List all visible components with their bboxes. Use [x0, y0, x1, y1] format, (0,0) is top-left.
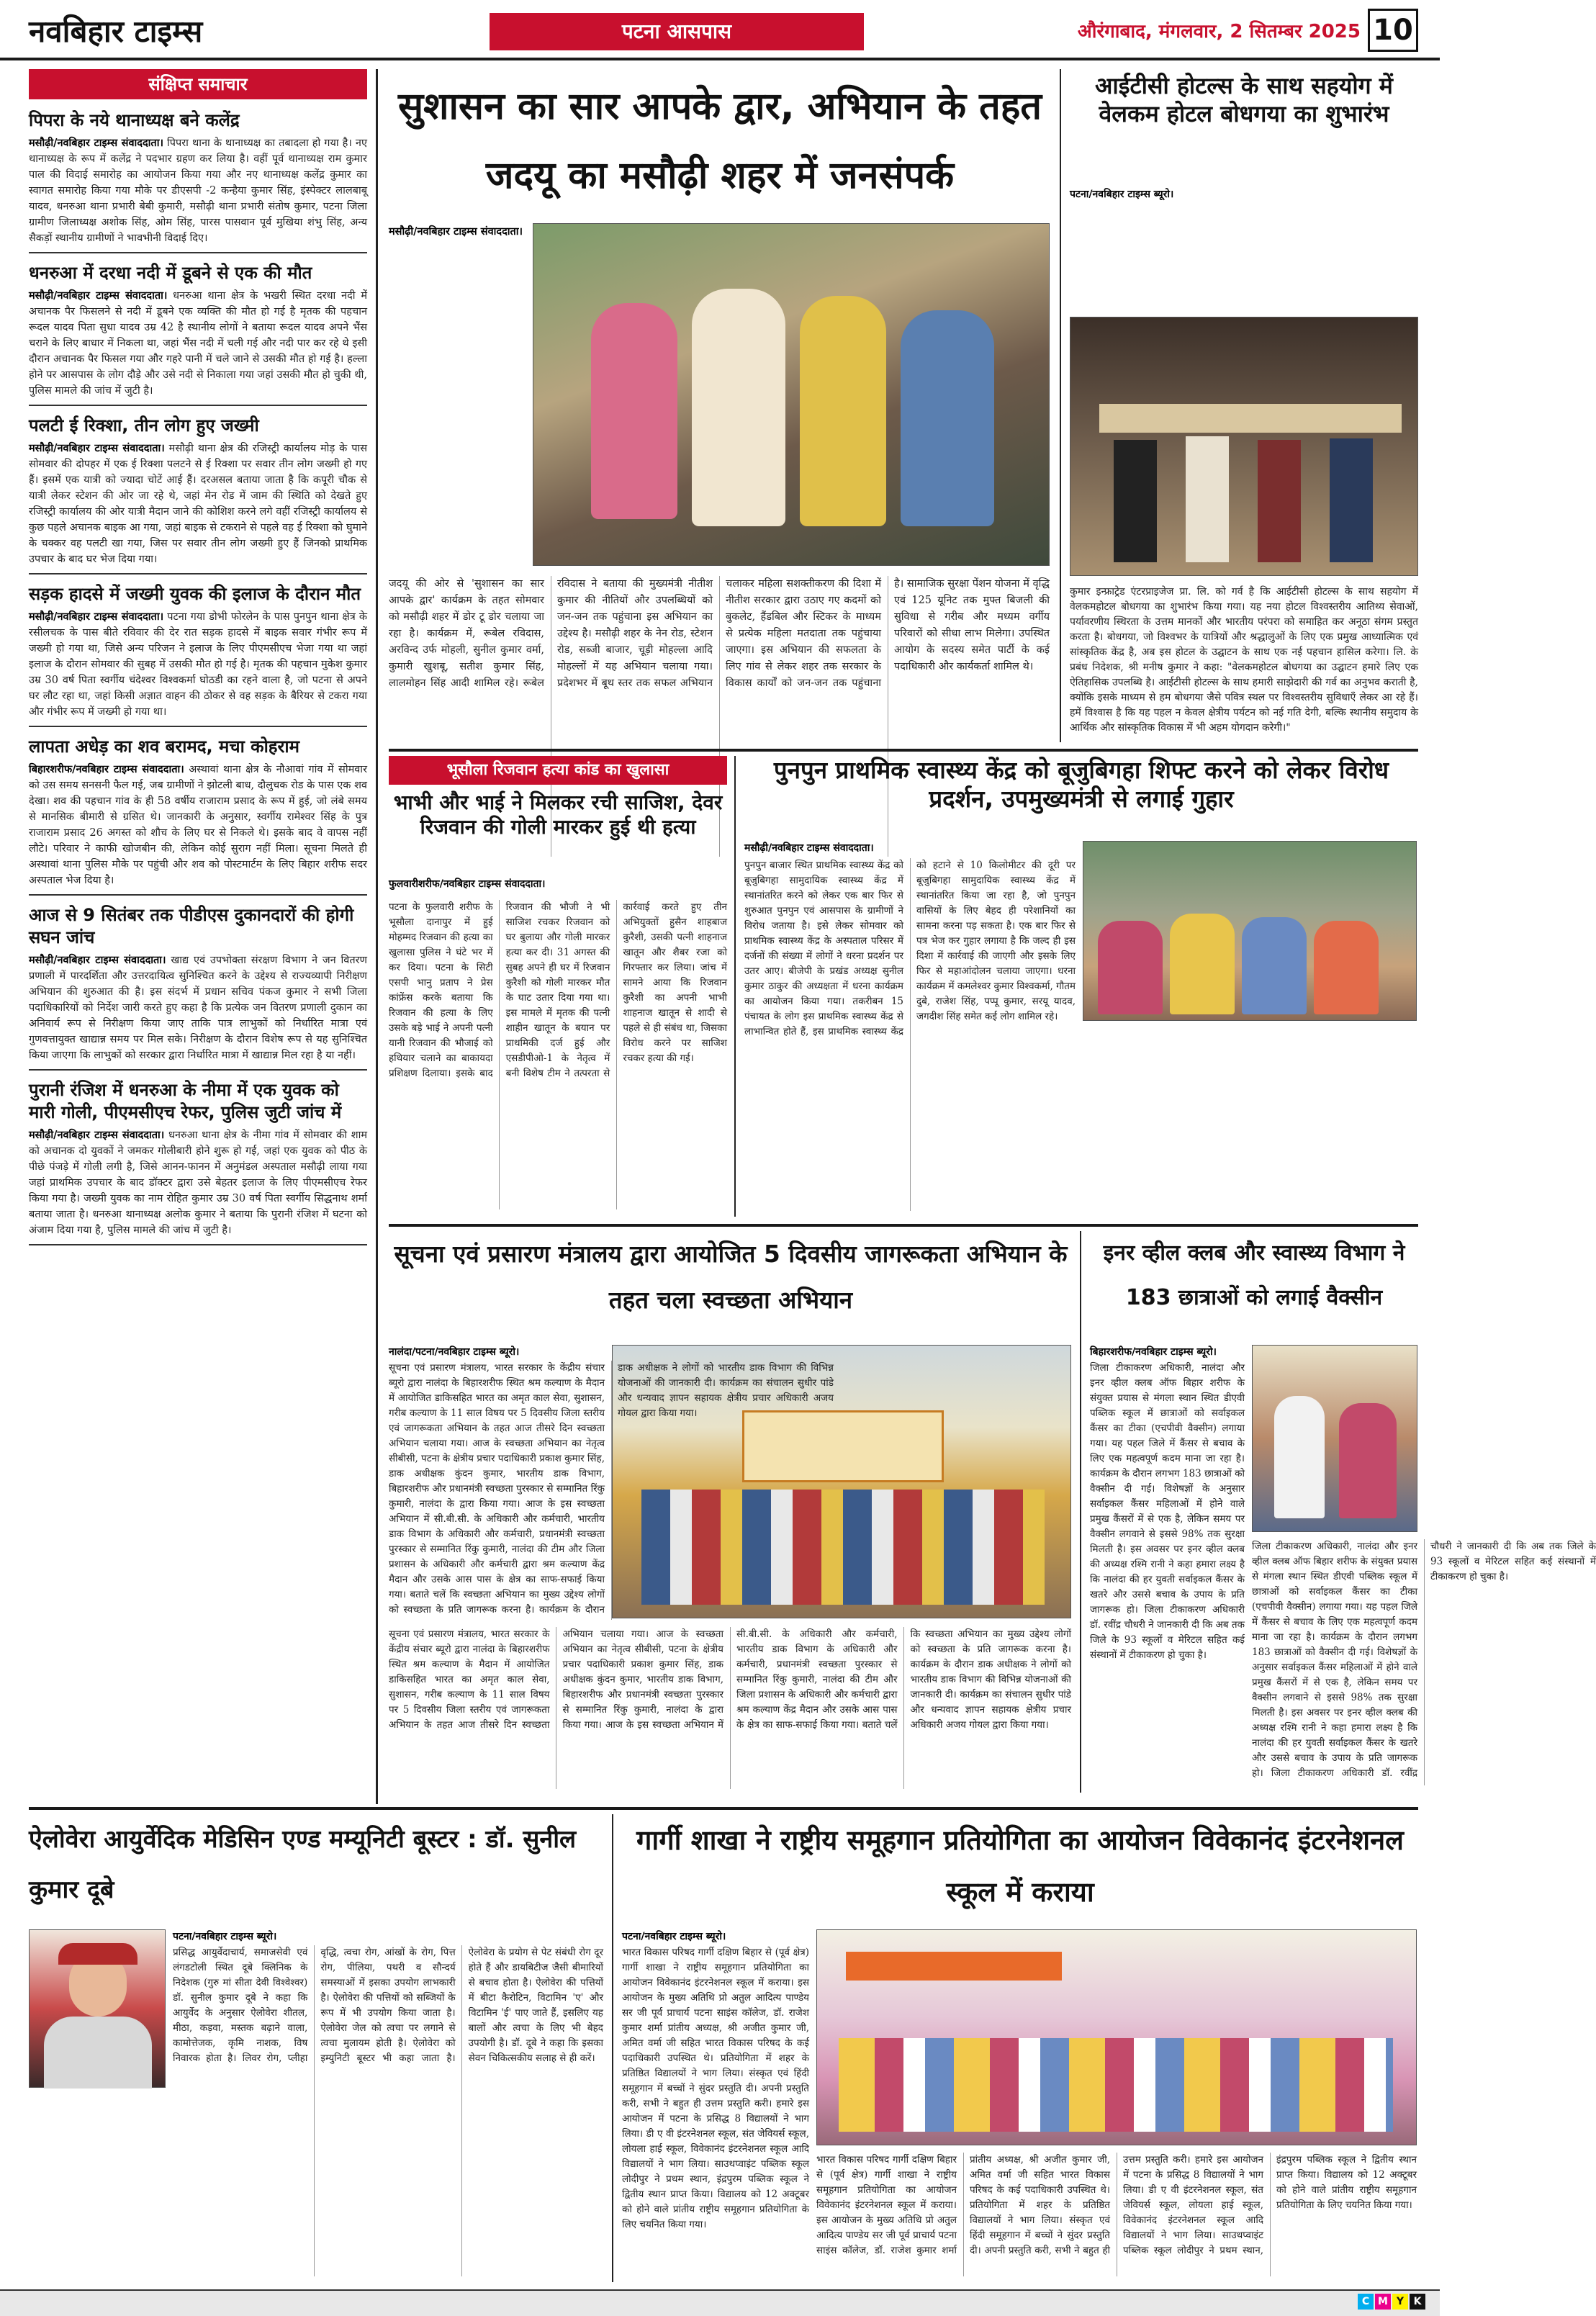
article-aloevera-dateline: पटना/नवबिहार टाइम्स ब्यूरो। [173, 1931, 277, 1942]
sidebar-divider [376, 69, 378, 1804]
article-itc-photo [1070, 317, 1418, 576]
article-swachhta-headline: सूचना एवं प्रसारण मंत्रालय द्वारा आयोजित 5 दिवसीय जागरूकता अभियान के तहत चला स्वच्छता अभियान [394, 1240, 1068, 1314]
news-brief-body [29, 1127, 367, 1238]
article-punpun-photo [1083, 841, 1417, 1021]
article-swachhta-body-a: सूचना एवं प्रसारण मंत्रालय, भारत सरकार के केंद्रीय संचार ब्यूरो द्वारा नालंदा के बिहारशरीफ स्थित श्रम कल्याण के मैदान में आयोजित डाकिसहित भारत का अमृत काल सेवा, सुशासन, गरीब कल्याण के 11 साल विषय पर 5 दिवसीय जिला स्तरीय एवं जागरूकता अभियान के तहत आज तीसरे दिन स्वच्छता अभियान चलाया गया। आज के स्वच्छता अभियान का नेतृत्व सीबीसी, पटना के क्षेत्रीय प्रचार पदाधिकारी प्रकाश कुमार सिंह, डाक अधीक्षक कुंदन कुमार, भारतीय डाक विभाग, बिहारशरीफ और प्रधानमंत्री स्वच्छता पुरस्कार से सम्मानित रिंकु कुमारी, नालंदा के द्वारा किया गया। आज के इस स्वच्छता अभियान में सी.बी.सी. के अधिकारी और कर्मचारी, भारतीय डाक विभाग के अधिकारी और कर्मचारी, प्रधानमंत्री स्वच्छता पुरस्कार से सम्मानित रिंकु कुमारी, नालंदा की टीम और जिला प्रशासन के अधिकारी और कर्मचारी द्वारा श्रम कल्याण केंद्र मैदान और उसके आस पास के क्षेत्र का साफ-सफाई किया गया। बताते चलें कि स्वच्छता अभियान का मुख्य उद्देश्य लोगों को स्वच्छता के प्रति जागरूक करना है। कार्यक्रम के दौरान [389, 1362, 605, 1616]
news-briefs-sidebar [29, 69, 367, 1804]
news-brief-text: पिपरा थाना के थानाध्यक्ष का तबादला हो गया है। नए थानाध्यक्ष के रूप में कलेंद्र ने पदभार ग्रहण कर लिया है। वहीं पूर्व थानाध्यक्ष राम कुमार पाल की विदाई समारोह का आयोजन किया गया और नए थानाध्यक्ष कलेंद्र कुमार का स्वागत समारोह किया गया मौके पर डीएसपी -2 कन्हैया कुमार सिंह, इंस्पेक्टर लालबाबू यादव, धनरुआ थाना प्रभारी बेबी कुमारी, मसौढ़ी थाना प्रभारी संतोष कुमार, पटना जिला ग्रामीण जिलाध्यक्ष अशोक सिंह, ओम सिंह, पारस पासवान पूर्व मुखिया शंभु सिंह, अन्य सैकड़ों स्थानीय ग्रामीणों ने भावभीनी विदाई दिए। [29, 138, 367, 244]
briefs-list [29, 109, 367, 1245]
news-brief-dateline: मसौढ़ी/नवबिहार टाइम्स संवाददाता। [29, 137, 163, 149]
article-punpun [744, 756, 1418, 1217]
news-brief-body [29, 952, 367, 1063]
rule-row-3 [29, 1807, 1418, 1810]
article-jdu-photo [533, 223, 1050, 566]
article-vaccine-dateline: बिहारशरीफ/नवबिहार टाइम्स ब्यूरो। [1090, 1346, 1217, 1358]
news-brief-headline: लापता अधेड़ का शव बरामद, मचा कोहराम [29, 736, 299, 757]
news-brief-body [29, 441, 367, 567]
article-aloevera [29, 1814, 605, 2282]
cmyk-chip: K [1410, 2294, 1425, 2310]
sidebar-heading: संक्षिप्त समाचार [29, 69, 367, 99]
news-brief-text: धनरुआ थाना क्षेत्र के भखरी स्थित दरधा नदी में अचानक पैर फिसलने से नदी में डूबने एक व्यक्ति की मौत हो गई है मृतक की पहचान रूदल यादव पिता सुधा यादव उम्र 42 है स्थानीय लोगों ने बताया रूदल यादव अपने भैंस चराने के लिए बाधार में निकला था, जहां भैंस नदी में चली गई और नदी पार कर रहे थे इसी दौरान अचानक पैर फिसल गया और गहरे पानी में चले जाने से उसकी मौत हो गई है। हल्ला होने पर आसपास के लोग दौड़े और उसे नदी से निकाला गया जहां उसकी मौत हो चुकी थी, पुलिस मामले की जांच में जुटी है। [29, 290, 368, 397]
article-punpun-lead [744, 841, 1076, 856]
article-rizwan-headline: भाभी और भाई ने मिलकर रची साजिश, देवर रिजवान की गोली मारकर हुई थी हत्या [393, 790, 723, 839]
article-aloevera-photo [29, 1929, 166, 2088]
article-itc-body: कुमार इन्फ्राट्रेड एंटरप्राइजेज प्रा. लि. को गर्व है कि आईटीसी होटल्स के साथ सहयोग में वेलकमहोटल बोधगया का शुभारंभ किया गया। यह नया होटल विश्वस्तरीय आतिथ्य सेवाओं, पर्यावरणीय स्थिरता के उत्तम मानकों और भारतीय परंपरा को समाहित कर अनूठा संगम प्रस्तुत करता है। बोधगया, जो विश्वभर के यात्रियों और श्रद्धालुओं के लिए एक प्रमुख आध्यात्मिक एवं सांस्कृतिक केंद्र है, अब इस होटल के उद्घाटन के साथ एक नई पहचान हासिल करेगा। लि. के प्रबंध निदेशक, श्री मनीष कुमार ने कहा: "वेलकमहोटल बोधगया का उद्घाटन हमारे लिए एक ऐतिहासिक उपलब्धि है। आईटीसी होटल्स के साथ हमारी साझेदारी की गर्व का अनुभव कराती है, क्योंकि इसके माध्यम से हम बोधगया जैसे पवित्र स्थल पर विश्वस्तरीय सुविधाएँ लेकर आ रहे हैं। हमें विश्वास है कि यह पहल न केवल क्षेत्रीय पर्यटन को नई गति देगी, बल्कि स्थानीय समुदाय के आर्थिक और सांस्कृतिक विकास में भी अहम योगदान करेगी।" [1070, 586, 1418, 734]
article-rizwan-lead [389, 877, 727, 892]
article-swachhta-body: सूचना एवं प्रसारण मंत्रालय, भारत सरकार के केंद्रीय संचार ब्यूरो द्वारा नालंदा के बिहारशरीफ स्थित श्रम कल्याण के मैदान में आयोजित डाकिसहित भारत का अमृत काल सेवा, सुशासन, गरीब कल्याण के 11 साल विषय पर 5 दिवसीय जिला स्तरीय एवं जागरूकता अभियान के तहत आज तीसरे दिन स्वच्छता अभियान चलाया गया। आज के स्वच्छता अभियान का नेतृत्व सीबीसी, पटना के क्षेत्रीय प्रचार पदाधिकारी प्रकाश कुमार सिंह, डाक अधीक्षक कुंदन कुमार, भारतीय डाक विभाग, बिहारशरीफ और प्रधानमंत्री स्वच्छता पुरस्कार से सम्मानित रिंकु कुमारी, नालंदा के द्वारा किया गया। आज के इस स्वच्छता अभियान में सी.बी.सी. के अधिकारी और कर्मचारी, भारतीय डाक विभाग के अधिकारी और कर्मचारी, प्रधानमंत्री स्वच्छता पुरस्कार से सम्मानित रिंकु कुमारी, नालंदा की टीम और जिला प्रशासन के अधिकारी और कर्मचारी द्वारा श्रम कल्याण केंद्र मैदान और उसके आस पास के क्षेत्र का साफ-सफाई किया गया। बताते चलें कि स्वच्छता अभियान का मुख्य उद्देश्य लोगों को स्वच्छता के प्रति जागरूक करना है। कार्यक्रम के दौरान डाक अधीक्षक ने लोगों को भारतीय डाक विभाग की विभिन्न योजनाओं की जानकारी दी। कार्यक्रम का संचालन सुधीर पांडे और धन्यवाद ज्ञापन सहायक क्षेत्रीय प्रचार अधिकारी अजय गोयल द्वारा किया गया। [389, 1628, 1071, 1731]
news-brief-body [29, 762, 367, 888]
article-vaccine-body: जिला टीकाकरण अधिकारी, नालंदा और इनर व्हील क्लब ऑफ बिहार शरीफ के संयुक्त प्रयास से मंगला स्थान स्थित डीएवी पब्लिक स्कूल में छात्राओं को सर्वाइकल कैंसर का टीका (एचपीवी वैक्सीन) लगाया गया। यह पहल जिले में कैंसर से बचाव के लिए एक महत्वपूर्ण कदम माना जा रहा है। कार्यक्रम के दौरान लगभग 183 छात्राओं को वैक्सीन दी गई। विशेषज्ञों के अनुसार सर्वाइकल कैंसर महिलाओं में होने वाले प्रमुख कैंसरों में से एक है, लेकिन समय पर वैक्सीन लगवाने से इससे 98% तक सुरक्षा मिलती है। इस अवसर पर इनर व्हील क्लब की अध्यक्ष रश्मि रानी ने कहा हमारा लक्ष्य है कि नालंदा की हर युवती सर्वाइकल कैंसर के खतरे और उससे बचाव के उपाय के प्रति जागरूक हो। जिला टीकाकरण अधिकारी डॉ. रवींद्र चौधरी ने जानकारी दी कि अब तक जिले के 93 स्कूलों व मेरिटल सहित कई संस्थानों में टीकाकरण हो चुका है। [1252, 1541, 1596, 1779]
news-brief-dateline: मसौढ़ी/नवबिहार टाइम्स संवाददाता। [29, 954, 166, 966]
news-brief-text: खाद्य एवं उपभोक्ता संरक्षण विभाग ने जन वितरण प्रणाली में पारदर्शिता और उत्तरदायित्व सुनिश्चित करने के उद्देश्य से राज्यव्यापी निरीक्षण अभियान की शुरुआत की है। इस संदर्भ में प्रधान सचिव पंकज कुमार ने सभी जिला पदाधिकारियों को निर्देश जारी करते हुए कहा है कि प्रत्येक जन वितरण प्रणाली दुकान का अनिवार्य रूप से निरीक्षण किया जाए ताकि पात्र लाभुकों को निर्धारित मात्रा एवं गुणवत्तायुक्त खाद्यान्न समय पर मिल सके। निरीक्षण के दौरान विशेष रूप से यह सुनिश्चित किया जाएगा कि लाभुकों को सरकार द्वारा निर्धारित मात्रा में खाद्यान्न मिल रहा है या नहीं। [29, 955, 368, 1061]
article-rizwan [389, 756, 727, 1217]
article-punpun-dateline: मसौढ़ी/नवबिहार टाइम्स संवाददाता। [744, 842, 874, 854]
article-gargi [622, 1814, 1418, 2282]
news-brief [29, 415, 367, 575]
article-punpun-headline: पुनपुन प्राथमिक स्वास्थ्य केंद्र को बूजुबिगहा शिफ्ट करने को लेकर विरोध प्रदर्शन, उपमुख्यमंत्री से लगाई गुहार [773, 756, 1389, 814]
article-rizwan-body: पटना के फुलवारी शरीफ के भूसौला दानापुर में हुई मोहम्मद रिजवान की हत्या का खुलासा पुलिस ने घंटे भर में कर दिया। पटना के सिटी एसपी भानु प्रताप ने प्रेस कांफ्रेंस करके बताया कि रिजवान की हत्या के लिए उसके बड़े भाई ने अपनी पत्नी यानी रिजवान की भौजाई को हथियार चलाने का बाकायदा प्रशिक्षण दिलाया। इसके बाद रिजवान की भौजी ने भी साजिश रचकर रिजवान को घर बुलाया और गोली मारकर हत्या कर दी। 31 अगस्त की सुबह अपने ही घर में रिजवान कुरैशी को गोली मारकर मौत के घाट उतार दिया गया था। इस मामले में मृतक की पत्नी शाहीन खातून के बयान पर प्राथमिकी दर्ज हुई और एसडीपीओ-1 के नेतृत्व में बनी विशेष टीम ने तत्परता से कार्रवाई करते हुए तीन अभियुक्तों हुसैन शाहबाज कुरैशी, उसकी पत्नी शाहनाज खातून और शैबर रजा को गिरफ्तार कर लिया। जांच में सामने आया कि रिजवान कुरैशी का अपनी भाभी शाहनाज खातून से शादी से पहले से ही संबंध था, जिसका विरोध करने पर साजिश रचकर हत्या की गई। [389, 901, 727, 1079]
col-divider-2 [734, 756, 736, 1217]
article-itc [1070, 72, 1418, 742]
news-brief-headline: सड़क हादसे में जख्मी युवक की इलाज के दौरान मौत [29, 584, 361, 604]
cmyk-chip: C [1358, 2294, 1374, 2310]
news-brief [29, 736, 367, 896]
article-vaccine-headline: इनर व्हील क्लब और स्वास्थ्य विभाग ने 183 छात्राओं को लगाई वैक्सीन [1103, 1240, 1405, 1310]
article-gargi-lead [622, 1929, 809, 1945]
article-vaccine-body-a: जिला टीकाकरण अधिकारी, नालंदा और इनर व्हील क्लब ऑफ बिहार शरीफ के संयुक्त प्रयास से मंगला स्थान स्थित डीएवी पब्लिक स्कूल में छात्राओं को सर्वाइकल कैंसर का टीका (एचपीवी वैक्सीन) लगाया गया। यह पहल जिले में कैंसर से बचाव के लिए एक महत्वपूर्ण कदम माना जा रहा है। कार्यक्रम के दौरान लगभग 183 छात्राओं को वैक्सीन दी गई। विशेषज्ञों के अनुसार सर्वाइकल कैंसर महिलाओं में होने वाले प्रमुख कैंसरों में से एक है, लेकिन समय पर वैक्सीन लगवाने से इससे 98% तक सुरक्षा मिलती है। इस अवसर पर इनर व्हील क्लब की अध्यक्ष रश्मि रानी ने कहा हमारा लक्ष्य है कि नालंदा की हर युवती सर्वाइकल कैंसर के खतरे और उससे बचाव के उपाय के प्रति जागरूक हो। जिला टीकाकरण अधिकारी डॉ. रवींद्र चौधरी ने जानकारी दी कि अब तक जिले के 93 स्कूलों व मेरिटल सहित कई संस्थानों में टीकाकरण हो चुका है। [1090, 1362, 1245, 1661]
article-swachhta-dateline: नालंदा/पटना/नवबिहार टाइम्स ब्यूरो। [389, 1346, 520, 1358]
news-brief-dateline: मसौढ़ी/नवबिहार टाइम्स संवाददाता। [29, 442, 165, 454]
article-aloevera-body: प्रसिद्ध आयुर्वेदाचार्य, समाजसेवी एवं लंगडटोली स्थित दूबे क्लिनिक के निदेशक (गुरु मां सीता देवी विश्वेश्वर) डॉ. सुनील कुमार दूबे ने कहा कि आयुर्वेद के अनुसार ऐलोवेरा शीतल, मीठा, कड़वा, मस्तक बढ़ाने वाला, कामोत्तेजक, कृमि नाशक, विष निवारक होता है। लिवर रोग, प्लीहा वृद्धि, त्वचा रोग, आंखों के रोग, पित्त रोग, पीलिया, पथरी व सौन्दर्य समस्याओं में इसका उपयोग लाभकारी है। ऐलोवेरा की पत्तियों को सब्जियों के रूप में भी उपयोग किया जाता है। ऐलोवेरा जेल को त्वचा पर लगाने से त्वचा मुलायम होती है। ऐलोवेरा को इम्युनिटी बूस्टर भी कहा जाता है। ऐलोवेरा के प्रयोग से पेट संबंधी रोग दूर होते हैं और डायबिटीज जैसी बीमारियों से बचाव होता है। ऐलोवेरा की पत्तियों में बीटा कैरोटिन, विटामिन 'ए' और विटामिन 'ई' पाए जाते हैं, इसलिए यह बालों और त्वचा के लिए भी बेहद उपयोगी है। डॉ. दूबे ने कहा कि इसका सेवन चिकित्सकीय सलाह से ही करें। [173, 1947, 603, 2064]
article-vaccine-lead [1090, 1345, 1245, 1360]
article-jdu-dateline: मसौढ़ी/नवबिहार टाइम्स संवाददाता। [389, 225, 523, 238]
cmyk-chip: Y [1392, 2294, 1408, 2310]
news-brief-body [29, 135, 367, 246]
news-brief-headline: पिपरा के नये थानाध्यक्ष बने कलेंद्र [29, 110, 240, 130]
article-swachhta [389, 1231, 1073, 1793]
article-swachhta-lead [389, 1345, 605, 1360]
news-brief-dateline: बिहारशरीफ/नवबिहार टाइम्स संवाददाता। [29, 763, 184, 775]
news-brief-text: अस्थावां थाना क्षेत्र के नौआवां गांव में सोमवार को उस समय सनसनी फैल गई, जब ग्रामीणों ने झोटली बाध, दौलुचक रोड के पास एक शव देखा। शव की पहचान गांव के ही 58 वर्षीय राजाराम प्रसाद के रूप में हुई, जो लंबे समय से मानसिक बीमारी से ग्रसित थे। जानकारी के अनुसार, स्वर्गीय रामेश्वर सिंह के पुत्र राजाराम प्रसाद 26 अगस्त को शौच के लिए घर से निकले थे। इसके बाद वे वापस नहीं लौटे। परिवार ने काफी खोजबीन की, लेकिन कोई सुराग नहीं मिला। सूचना मिलते ही अस्थावां थाना पुलिस मौके पर पहुंची और शव को पोस्टमार्टम के लिए बिहार शरीफ सदर अस्पताल भेज दिया है। [29, 764, 367, 886]
rule-row-2 [389, 1224, 1418, 1227]
news-brief [29, 1079, 367, 1245]
article-rizwan-kicker: भूसौला रिजवान हत्या कांड का खुलासा [389, 756, 727, 785]
article-gargi-dateline: पटना/नवबिहार टाइम्स ब्यूरो। [622, 1931, 726, 1942]
article-gargi-photo [816, 1929, 1417, 2145]
news-brief-headline: आज से 9 सितंबर तक पीडीएस दुकानदारों की होगी सघन जांच [29, 905, 354, 947]
col-divider-1 [1060, 69, 1061, 742]
news-brief-text: पटना गया डोभी फोरलेन के पास पुनपुन थाना क्षेत्र के रसीलचक के पास बीते रविवार की देर रात सड़क हादसे में बाइक सवार गंभीर रूप में जख्मी हो गया था, जिसे अन्य परिजन ने इलाज के लिए पीएमसीएच भेजा गया था जहां इलाज के दौरान सोमवार की सुबह में उसकी मौत हो गई है। मृतक की पहचान मुकेश कुमार उम्र 30 वर्ष पिता स्वर्गीय चंदेश्वर विश्वकर्मा घोठडी का रहने वाला है, जो पटना से अपने घर लौट रहा था, जहां किसी अज्ञात वाहन की ठोकर से वह सड़क के बैरियर से टकरा गया और गंभीर रूप में जख्मी हो गया था। [29, 611, 367, 718]
news-brief-text: धनरुआ थाना क्षेत्र के नीमा गांव में सोमवार की शाम को अचानक दो युवकों ने जमकर गोलीबारी होने शुरू हो गई, जहां एक युवक को पीठ के पीछे पंजड़े में गोली लगी है, जिसे आनन-फानन में अनुमंडल अस्पताल मसौढ़ी लाया गया जहां प्राथमिक उपचार के बाद डॉक्टर द्वारा उसे बेहतर इलाज के लिए पीएमसीएच रेफर किया गया है। जख्मी युवक का नाम रोहित कुमार उम्र 30 वर्ष पिता स्वर्गीय सिद्धनाथ शर्मा बताया जाता है। धनरुआ थानाध्यक्ष अलोक कुमार ने बताया कि पुरानी रंजिश में घटना को अंजाम दिया गया है, पुलिस मामले की जांच में जुटी है। [29, 1130, 368, 1236]
masthead [0, 0, 1440, 60]
news-brief-dateline: मसौढ़ी/नवबिहार टाइम्स संवाददाता। [29, 610, 164, 623]
news-brief [29, 109, 367, 253]
paper-name: नवबिहार टाइम्स [29, 14, 203, 49]
news-brief-headline: पुरानी रंजिश में धनरुआ के नीमा में एक युवक को मारी गोली, पीएमसीएच रेफर, पुलिस जुटी जांच में [29, 1080, 342, 1122]
news-brief-dateline: मसौढ़ी/नवबिहार टाइम्स संवाददाता। [29, 1129, 165, 1141]
article-gargi-body: भारत विकास परिषद गार्गी दक्षिण बिहार से (पूर्व क्षेत्र) गार्गी शाखा ने राष्ट्रीय समूहगान प्रतियोगिता का आयोजन विवेकानंद इंटरनेशनल स्कूल में कराया। इस आयोजन के मुख्य अतिथि प्रो अतुल आदित्य पाण्डेय सर जी पूर्व प्राचार्य पटना साइंस कॉलेज, डॉ. राजेश कुमार शर्मा प्रांतीय अध्यक्ष, श्री अजीत कुमार जी, अमित वर्मा जी सहित भारत विकास परिषद के कई पदाधिकारी उपस्थित थे। प्रतियोगिता में शहर के प्रतिष्ठित विद्यालयों ने भाग लिया। संस्कृत एवं हिंदी समूहगान में बच्चों ने सुंदर प्रस्तुति दी। अपनी प्रस्तुति करी, सभी ने बहुत ही उत्तम प्रस्तुति करी। हमारे इस आयोजन में पटना के प्रसिद्ध 8 विद्यालयों ने भाग लिया। डी ए वी इंटरनेशनल स्कूल, संत जेवियर्स स्कूल, लोयला हाई स्कूल, विवेकानंद इंटरनेशनल स्कूल आदि विद्यालयों ने भाग लिया। साउथप्वाइंट पब्लिक स्कूल लोदीपुर ने प्रथम स्थान, इंद्रपुरम पब्लिक स्कूल ने द्वितीय स्थान प्राप्त किया। विद्यालय को 12 अक्टूबर को होने वाले प्रांतीय राष्ट्रीय समूहगान प्रतियोगिता के लिए चयनित किया गया। [816, 2154, 1417, 2256]
article-itc-dateline: पटना/नवबिहार टाइम्स ब्यूरो। [1070, 189, 1174, 200]
news-brief [29, 583, 367, 727]
page-number: 10 [1368, 9, 1418, 52]
rule-row-1 [389, 749, 1418, 752]
article-punpun-body: पुनपुन बाजार स्थित प्राथमिक स्वास्थ्य केंद्र को बूजुबिगहा सामुदायिक स्वास्थ्य केंद्र में स्थानांतरित करने को लेकर एक बार फिर से शुरुआत पुनपुन एवं आसपास के ग्रामीणों ने विरोध जताया है। इसे लेकर सोमवार को प्राथमिक स्वास्थ्य केंद्र के अस्पताल परिसर में दर्जनों की संख्या में लोगों ने धरना प्रदर्शन पर उतर आए। बीजेपी के प्रखंड अध्यक्ष सुनील कुमार ठाकुर की अध्यक्षता में धरना कार्यक्रम का आयोजन किया गया। तकरीबन 15 पंचायत के लोग इस प्राथमिक स्वास्थ्य केंद्र से लाभान्वित होते हैं, इस प्राथमिक स्वास्थ्य केंद्र को हटाने से 10 किलोमीटर की दूरी पर बूजुबिगहा सामुदायिक स्वास्थ्य केंद्र में स्थानांतरित किया जा रहा है, जो पुनपुन वासियों के लिए बेहद ही परेशानियों का सामना करना पड़ सकता है। एक बार फिर से पत्र भेज कर गुहार लगाया है कि जल्द ही इस दिशा में कार्रवाई की जाएगी और इसके लिए फिर से महाआंदोलन चलाया जाएगा। धरना कार्यक्रम में कमलेश्वर कुमार विश्वकर्मा, गौतम दुबे, राजेश सिंह, पप्पू कुमार, सरयू यादव, जगदीश सिंह समेत कई लोग शामिल रहे। [744, 860, 1076, 1037]
footer-strip [0, 2289, 1440, 2316]
article-rizwan-dateline: फुलवारीशरीफ/नवबिहार टाइम्स संवाददाता। [389, 878, 546, 890]
news-brief-headline: धनरुआ में दरधा नदी में डूबने से एक की मौत [29, 263, 312, 283]
article-jdu-lead [389, 223, 526, 569]
article-gargi-body-a: भारत विकास परिषद गार्गी दक्षिण बिहार से (पूर्व क्षेत्र) गार्गी शाखा ने राष्ट्रीय समूहगान प्रतियोगिता का आयोजन विवेकानंद इंटरनेशनल स्कूल में कराया। इस आयोजन के मुख्य अतिथि प्रो अतुल आदित्य पाण्डेय सर जी पूर्व प्राचार्य पटना साइंस कॉलेज, डॉ. राजेश कुमार शर्मा प्रांतीय अध्यक्ष, श्री अजीत कुमार जी, अमित वर्मा जी सहित भारत विकास परिषद के कई पदाधिकारी उपस्थित थे। प्रतियोगिता में शहर के प्रतिष्ठित विद्यालयों ने भाग लिया। संस्कृत एवं हिंदी समूहगान में बच्चों ने सुंदर प्रस्तुति दी। अपनी प्रस्तुति करी, सभी ने बहुत ही उत्तम प्रस्तुति करी। हमारे इस आयोजन में पटना के प्रसिद्ध 8 विद्यालयों ने भाग लिया। डी ए वी इंटरनेशनल स्कूल, संत जेवियर्स स्कूल, लोयला हाई स्कूल, विवेकानंद इंटरनेशनल स्कूल आदि विद्यालयों ने भाग लिया। साउथप्वाइंट पब्लिक स्कूल लोदीपुर ने प्रथम स्थान, इंद्रपुरम पब्लिक स्कूल ने द्वितीय स्थान प्राप्त किया। विद्यालय को 12 अक्टूबर को होने वाले प्रांतीय राष्ट्रीय समूहगान प्रतियोगिता के लिए चयनित किया गया। [622, 1947, 809, 2230]
news-brief [29, 262, 367, 406]
article-jdu-body: जदयू की ओर से 'सुशासन का सार आपके द्वार' कार्यक्रम के तहत सोमवार को मसौढ़ी शहर में डोर टू डोर चलाया जा रहा है। कार्यक्रम में, रूबेल रविदास, अरविन्द उर्फ मोहली, सुनील कुमार वर्मा, कुमारी खुशबू, सतीश कुमार सिंह, लालमोहन सिंह आदी शामिल रहे। रूबेल रविदास ने बताया की मुख्यमंत्री नीतीश कुमार की नीतियों और उपलब्धियों को जन-जन तक पहुंचाना इस अभियान का उद्देश्य है। मसौढ़ी शहर के नेन रोड, स्टेशन रोड, सब्जी बाजार, चूड़ी मोहल्ला आदि मोहल्लों में यह अभियान चलाया गया। प्रदेशभर में बूथ स्तर तक सफल अभियान चलाकर महिला सशक्तीकरण की दिशा में नीतीश सरकार द्वारा उठाए गए कदमों को बुकलेट, हैंडबिल और स्टिकर के माध्यम से प्रत्येक महिला मतदाता तक पहुंचाया जाएगा। इस अभियान की सफलता के लिए गांव से लेकर शहर तक सरकार के विकास कार्यों को जन-जन तक पहुंचाना है। सामाजिक सुरक्षा पेंशन योजना में वृद्धि एवं 125 यूनिट तक मुफ्त बिजली की सुविधा से गरीब और मध्यम वर्गीय परिवारों को सीधा लाभ मिलेगा। उपस्थित आयोग के सदस्य समेत पार्टी के कई पदाधिकारी और कार्यकर्ता शामिल थे। [389, 578, 1050, 689]
article-jdu-headline: सुशासन का सार आपके द्वार, अभियान के तहत जदयू का मसौढ़ी शहर में जनसंपर्क [397, 85, 1042, 197]
article-gargi-headline: गार्गी शाखा ने राष्ट्रीय समूहगान प्रतियोगिता का आयोजन विवेकानंद इंटरनेशनल स्कूल में कराया [636, 1824, 1404, 1908]
article-vaccine [1090, 1231, 1596, 1793]
news-brief-body [29, 288, 367, 399]
cmyk-registration [1358, 2294, 1425, 2310]
col-divider-3 [1080, 1231, 1081, 1793]
news-brief [29, 904, 367, 1071]
col-divider-4 [612, 1814, 613, 2282]
article-itc-lead [1070, 187, 1418, 310]
article-aloevera-lead [173, 1929, 461, 1945]
section-label: पटना आसपास [490, 13, 864, 50]
news-brief-dateline: मसौढ़ी/नवबिहार टाइम्स संवाददाता। [29, 289, 168, 302]
dateline-header: औरंगाबाद, मंगलवार, 2 सितम्बर 2025 [1077, 21, 1361, 42]
cmyk-chip: M [1375, 2294, 1391, 2310]
article-itc-headline: आईटीसी होटल्स के साथ सहयोग में वेलकम होटल बोधगया का शुभारंभ [1095, 72, 1393, 128]
article-aloevera-headline: ऐलोवेरा आयुर्वेदिक मेडिसिन एण्ड मम्यूनिटी बूस्टर : डॉ. सुनील कुमार दूबे [29, 1825, 577, 1904]
article-jdu [389, 72, 1051, 864]
news-brief-headline: पलटी ई रिक्शा, तीन लोग हुए जख्मी [29, 415, 259, 436]
news-brief-body [29, 609, 367, 720]
news-brief-text: मसौढ़ी थाना क्षेत्र की रजिस्ट्री कार्यालय मोड़ के पास सोमवार की दोपहर में एक ई रिक्शा पलटने से ई रिक्शा पर सवार तीन लोग जख्मी हो गए हैं। इसमें एक यात्री को ज्यादा चोटें आई हैं। दरअसल बताया जाता है कि कपूरी चौक से यात्री लेकर स्टेशन की ओर जा रहे थे, जहां मेन रोड में जाम की स्थिति को देखते हुए रजिस्ट्री कार्यालय की ओर यात्री मैदान जाने की कोशिश करने लगे वहीं रजिस्ट्री कार्यालय से कुछ पहले अचानक बाइक आ गया, जहां बाइक से टकराने से पहले वह ई रिक्शा को घुमाने के चक्कर वह पलटी खा गया, जिस पर सवार तीन लोग जख्मी हुए हैं जिनको प्राथमिक उपचार के बाद घर भेज दिया गया। [29, 443, 368, 565]
article-vaccine-photo [1252, 1345, 1417, 1532]
